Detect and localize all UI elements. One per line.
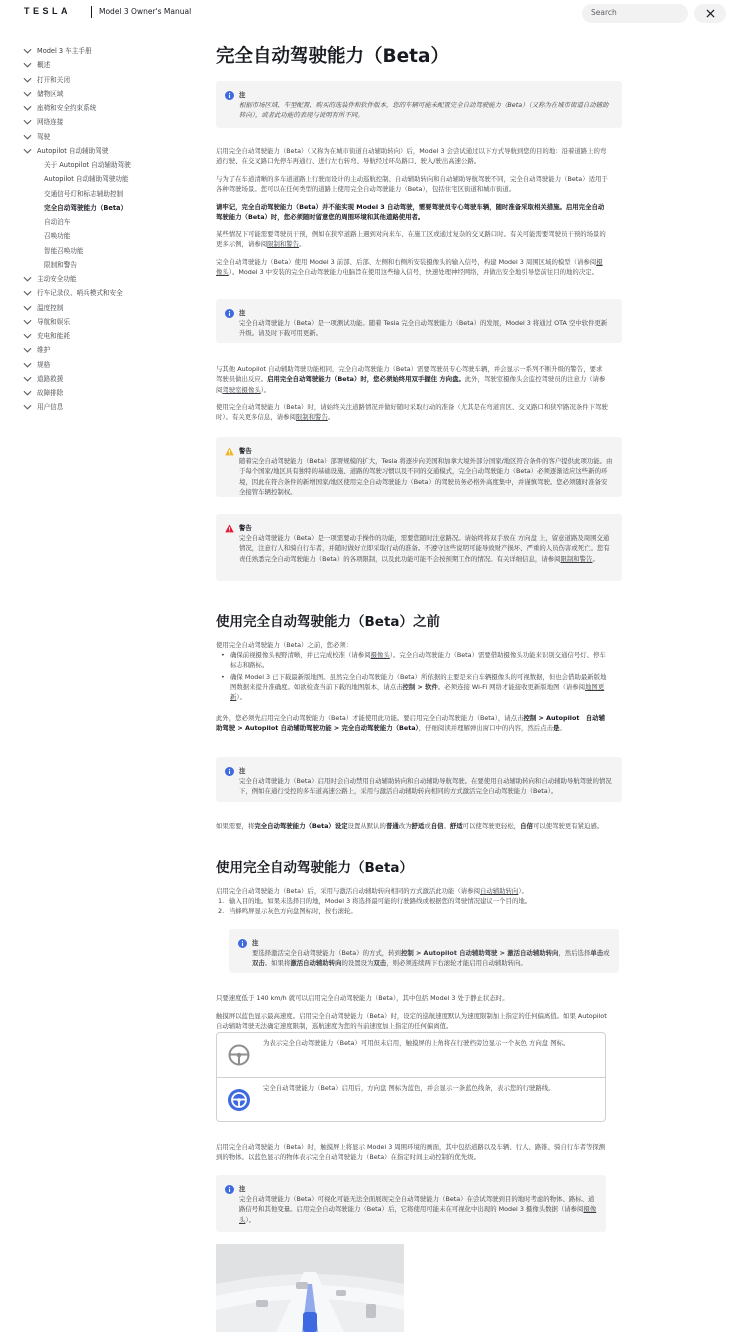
chevron-down-icon[interactable] xyxy=(23,318,32,326)
info-icon xyxy=(225,91,234,100)
sidebar-item[interactable] xyxy=(22,329,202,343)
sidebar-item[interactable] xyxy=(22,201,202,215)
sidebar-item[interactable] xyxy=(22,87,202,101)
chevron-down-icon[interactable] xyxy=(23,76,32,84)
sidebar-item-label: 主动安全功能 xyxy=(37,275,77,283)
sidebar-item[interactable] xyxy=(22,229,202,243)
sidebar-item-label: Autopilot 自动辅助驾驶功能 xyxy=(44,175,129,184)
sidebar-item-label: Model 3 车主手册 xyxy=(37,47,92,55)
paragraph: 只要速度低于 140 km/h 就可以启用完全自动驾驶能力（Beta），其中包括 Model 3 处于静止状态时。 xyxy=(216,994,509,1002)
link-limitations[interactable]: 限制和警告 xyxy=(560,554,593,563)
link-map-updates[interactable]: 地图更新 xyxy=(230,682,605,702)
note-text: 完全自动驾驶能力（Beta）启用时会自动禁用自动辅助转向和自动辅助导航驾驶。在要使用自动辅助转向和自动辅助导航驾驶的情况下，例如在通行受控的多车道高速公路上，采用与激活自动辅助转向相同的方式激活完全自动驾驶能力（Beta）。 xyxy=(239,777,612,796)
note-box xyxy=(229,929,619,973)
sidebar-item-label: 完全自动驾驶能力（Beta） xyxy=(44,203,128,212)
note-label: 注 xyxy=(252,939,259,947)
sidebar-item-label: 储物区域 xyxy=(37,89,64,98)
paragraph: 与其他 Autopilot 自动辅助驾驶功能相同，完全自动驾驶能力（Beta）需要驾驶员专心驾驶车辆，并会显示一系列不断升级的警告，要求驾驶员做出反应。启用完全自动驾驶能力（Beta）时，您必须始终用双手握住 方向盘。此外，驾驶室摄像头会监控驾驶员的注意力（请参阅驾驶室摄像头）。 xyxy=(216,365,606,394)
paragraph: 启用完全自动驾驶能力（Beta）时，触摸屏上将显示 Model 3 周围环境的画面，其中包括道路以及车辆、行人、路锥、骑自行车者等探测到的物体。以蓝色显示的物体表示完全自动驾驶能力（Beta）在指定时间主动控制的优先级。 xyxy=(216,1143,606,1162)
link-cameras[interactable]: 摄像头 xyxy=(216,258,603,277)
chevron-down-icon[interactable] xyxy=(23,403,32,411)
warning-text: 随着完全自动驾驶能力（Beta）部署规模的扩大，Tesla 将逐步向美国和加拿大境外部分国家/地区符合条件的客户提供此项功能。由于每个国家/地区具有独特的基础设施、道路的驾驶习惯以及不同的交通模式，完全自动驾驶能力（Beta）必须逐渐适应这些新的环境，因此在符合条件的新增国家/地区使用完全自动驾驶能力（Beta）的驾驶员务必格外高度集中，并谨慎驾驶。您必须随时准备安全接管车辆控制权。 xyxy=(239,457,613,496)
sidebar-nav xyxy=(22,44,202,415)
chevron-down-icon[interactable] xyxy=(23,147,32,155)
steps-list xyxy=(216,896,608,917)
info-icon xyxy=(238,939,247,948)
sidebar-item[interactable] xyxy=(22,272,202,286)
paragraph: 触摸屏以蓝色显示最高速度。启用完全自动驾驶能力（Beta）时，设定的巡航速度默认为速度限制加上指定的任何偏离值。如果 Autopilot 自动辅助驾驶无法确定速度限制，巡航速度为您的当前速度加上指定的任何偏离值。 xyxy=(216,1012,607,1031)
icon-table xyxy=(216,1032,606,1122)
sidebar-item[interactable] xyxy=(22,400,202,414)
sidebar-item[interactable] xyxy=(22,258,202,272)
visualization-image xyxy=(216,1244,404,1332)
sidebar-item-label: 网络连接 xyxy=(37,118,64,127)
search-placeholder: Search xyxy=(591,8,617,17)
sidebar-item[interactable] xyxy=(22,144,202,158)
chevron-down-icon[interactable] xyxy=(23,104,32,112)
close-button[interactable] xyxy=(694,4,726,23)
sidebar-item[interactable] xyxy=(22,115,202,129)
sidebar-item-label: 限制和警告 xyxy=(44,260,77,269)
link-limitations[interactable]: 限制和警告 xyxy=(267,240,300,249)
paragraph-emphasis: 请牢记，完全自动驾驶能力（Beta）并不能实现 Model 3 自动驾驶，需要驾驶员专心驾驶车辆，随时准备采取相关措施。启用完全自动驾驶能力（Beta）时，您必须随时留意您的周围环境和其他道路使用者。 xyxy=(216,203,605,222)
sidebar-item[interactable] xyxy=(22,372,202,386)
note-text: 根据市场区域、车型配置、购买的选装件和软件版本，您的车辆可能未配置完全自动驾驶能力（Beta）（又称为在城市街道自动辅助转向），或者此功能的表现与说明有所不同。 xyxy=(239,101,609,120)
chevron-down-icon[interactable] xyxy=(23,133,32,141)
sidebar-item[interactable] xyxy=(22,158,202,172)
sidebar-item[interactable] xyxy=(22,58,202,72)
paragraph: 如果需要，将完全自动驾驶能力（Beta）设定设置从默认的普通改为舒适或自信。舒适可以使驾驶更轻松，自信可以使驾驶更有紧迫感。 xyxy=(216,822,604,830)
sidebar-item-label: 自动泊车 xyxy=(44,218,71,226)
tesla-logo[interactable]: TESLA xyxy=(24,6,72,16)
paragraph: 启用完全自动驾驶能力（Beta）后，采用与激活自动辅助转向相同的方式激活此功能（请参阅自动辅助转向）。 xyxy=(216,887,528,895)
note-text: 完全自动驾驶能力（Beta）是一项测试功能。随着 Tesla 完全自动驾驶能力（Beta）的发展，Model 3 将通过 OTA 空中软件更新升级。请及时下载可用更新。 xyxy=(239,319,608,338)
sidebar-item-label: 行车记录仪、哨兵模式和安全 xyxy=(37,289,123,298)
sidebar-item-label: 打开和关闭 xyxy=(37,75,70,84)
chevron-down-icon[interactable] xyxy=(23,90,32,98)
sidebar-item[interactable] xyxy=(22,130,202,144)
table-cell: 完全自动驾驶能力（Beta）启用后，方向盘 图标为蓝色，并会显示一条蓝色线条，表示您的行驶路线。 xyxy=(263,1084,555,1092)
sidebar-item[interactable] xyxy=(22,172,202,186)
paragraph: 此外，您必须先启用完全自动驾驶能力（Beta）才能使用此功能。要启用完全自动驾驶能力（Beta），请点击控制 > Autopilot 自动辅助驾驶 > Autopilot 自动辅助驾驶功能 > 完全自动驾驶能力（Beta），仔细阅读并理解弹出窗口中的内容，然后点击是。 xyxy=(216,714,605,733)
search-input[interactable] xyxy=(582,4,688,23)
sidebar-item-label: 导航和娱乐 xyxy=(37,317,70,326)
warning-icon xyxy=(225,524,234,533)
link-autosteer[interactable]: 自动辅助转向 xyxy=(479,887,519,895)
info-icon xyxy=(225,1185,234,1194)
warning-label: 警告 xyxy=(239,447,252,455)
link-limitations[interactable]: 限制和警告 xyxy=(295,413,328,422)
steering-wheel-blue-icon xyxy=(228,1089,250,1111)
sidebar-item[interactable] xyxy=(22,301,202,315)
chevron-down-icon[interactable] xyxy=(23,118,32,126)
warning-box xyxy=(216,437,622,497)
sidebar-item-label: 座椅和安全约束系统 xyxy=(37,104,97,112)
sidebar-item-label: 道路救援 xyxy=(37,374,64,383)
note-box xyxy=(216,81,622,128)
note-text: 完全自动驾驶能力（Beta）可视化可能无法全面展现完全自动驾驶能力（Beta）在尝试驾驶到目的地时考虑的物体、路标、道路信号和其他变量。启用完全自动驾驶能力（Beta）后，它将使用可能未在可视化中出现的 Model 3 摄像头数据（请参阅摄像头）。 xyxy=(239,1195,597,1224)
close-icon xyxy=(706,9,715,18)
table-row xyxy=(217,1078,605,1122)
sidebar-item-label: Autopilot 自动辅助驾驶 xyxy=(37,146,109,155)
sidebar-item[interactable] xyxy=(22,286,202,300)
note-box xyxy=(216,299,622,343)
paragraph: 使用完全自动驾驶能力（Beta）之前，您必须： xyxy=(216,641,353,649)
manual-title[interactable]: Model 3 Owner's Manual xyxy=(99,7,192,16)
note-label: 注 xyxy=(239,1185,246,1193)
chevron-down-icon[interactable] xyxy=(23,289,32,297)
fsd-visualization-illustration xyxy=(216,1244,404,1332)
link-cabin-camera[interactable]: 驾驶室摄像头 xyxy=(222,385,261,394)
table-cell: 为表示完全自动驾驶能力（Beta）可用但未启用，触摸屏的上角将在行驶档旁边显示一个灰色 方向盘 图标。 xyxy=(263,1039,570,1047)
info-icon xyxy=(225,767,234,776)
paragraph: 与为了在车道清晰的多车道道路上行驶而设计的主动巡航控制、自动辅助转向和自动辅助导航驾驶不同，完全自动驾驶能力（Beta）适用于各种驾驶场景。您可以在任何类型的道路上使用完全自动驾驶能力（Beta），包括住宅区街道和城市街道。 xyxy=(216,175,608,194)
sidebar-item[interactable] xyxy=(22,315,202,329)
warning-icon xyxy=(225,447,234,456)
sidebar-item-label: 充电和能耗 xyxy=(37,332,70,340)
sidebar-item-label: 驾驶 xyxy=(37,132,51,141)
sidebar-item-label: 概述 xyxy=(37,61,51,70)
chevron-down-icon[interactable] xyxy=(23,389,32,397)
chevron-down-icon[interactable] xyxy=(23,61,32,69)
chevron-down-icon[interactable] xyxy=(23,346,32,354)
sidebar-item[interactable] xyxy=(22,73,202,87)
link-cameras[interactable]: 摄像头 xyxy=(239,1205,597,1224)
note-label: 注 xyxy=(239,91,246,99)
list-item: 2. 当蜂鸣屏显示灰色方向盘图标时，按右滚轮。 xyxy=(218,907,357,916)
sidebar-item[interactable] xyxy=(22,358,202,372)
sidebar-item-label: 故障排除 xyxy=(37,389,64,397)
list-item: • 确保前视摄像头视野清晰，并已完成校准（请参阅摄像头）。完全自动驾驶能力（Beta）需要借助摄像头功能来识别交通信号灯、停车标志和路标。 xyxy=(216,650,608,671)
sidebar-item[interactable] xyxy=(22,386,202,400)
logo-divider xyxy=(91,6,92,18)
section-heading: 使用完全自动驾驶能力（Beta）之前 xyxy=(216,614,441,630)
info-icon xyxy=(225,309,234,318)
sidebar-item[interactable] xyxy=(22,215,202,229)
note-text: 要选择激活完全自动驾驶能力（Beta）的方式，转到控制 > Autopilot 自动辅助驾驶 > 激活自动辅助转向，然后选择单击或双击。如果将激活自动辅助转向的设置设为双击，则必须连续两下右滚轮才能启用自动辅助转向。 xyxy=(252,949,610,968)
chevron-down-icon[interactable] xyxy=(23,332,32,340)
chevron-down-icon[interactable] xyxy=(23,304,32,312)
sidebar-item-label: 关于 Autopilot 自动辅助驾驶 xyxy=(44,161,131,169)
note-label: 注 xyxy=(239,767,246,775)
list-item: 1. 输入目的地。如果未选择目的地，Model 3 将选择最可能的行驶路线或根据您的驾驶情况建议一个目的地。 xyxy=(218,897,532,905)
requirements-list xyxy=(216,650,608,703)
paragraph: 使用完全自动驾驶能力（Beta）时，请始终关注道路情况并做好随时采取行动的准备（尤其是在弯道盲区、交叉路口和狭窄路况条件下驾驶时）。有关更多信息，请参阅限制和警告。 xyxy=(216,403,608,422)
warning-text: 完全自动驾驶能力（Beta）是一项需要动手操作的功能，需要您随时注意路况。请始终将双手放在 方向盘 上，留意道路及周围交通情况，注意行人和骑自行车者，并随时做好立即采取行动的准备。不遵守这些说明可能导致财产损坏、严重的人员伤害或死亡。您有责任熟悉完全自动驾驶能力（Beta）的各项限制，以及此功能可能不会按预期工作的情况。有关详细信息，请参阅限制和警告。 xyxy=(239,534,610,563)
sidebar-item-label: 温度控制 xyxy=(37,303,64,312)
top-bar xyxy=(0,0,744,28)
steering-wheel-gray-icon xyxy=(228,1044,250,1066)
warning-label: 警告 xyxy=(239,524,252,532)
sidebar-item[interactable] xyxy=(22,101,202,115)
list-item: • 确保 Model 3 已下载最新版地图。虽然完全自动驾驶能力（Beta）所依据的主要是来自车辆摄像头的可视数据，但也会借助最新版地图数据来提升准确度。如欲检查当前下载的地图版本，请点击控制 > 软件。必须连接 Wi-Fi 网络才能接收更新版地图（请参阅地图更新）。 xyxy=(216,672,608,703)
paragraph: 启用完全自动驾驶能力（Beta）（又称为在城市街道自动辅助转向）后，Model 3 会尝试通过以下方式导航到您的目的地：沿着道路上的弯道行驶、在交叉路口先停车再通行、进行左右转弯、导航经过环岛路口、驶入/驶出高速公路。 xyxy=(216,147,607,166)
note-label: 注 xyxy=(239,309,246,317)
note-box xyxy=(216,757,622,802)
sidebar-item[interactable] xyxy=(22,44,202,58)
note-box xyxy=(216,1175,606,1232)
chevron-down-icon[interactable] xyxy=(23,47,32,55)
chevron-down-icon[interactable] xyxy=(23,275,32,283)
paragraph: 某些情况下可能需要驾驶员干预，例如在狭窄道路上遇到对向来车、在施工区或通过复杂的交叉路口时。有关可能需要驾驶员干预的场景的更多示例，请参阅限制和警告。 xyxy=(216,230,606,249)
sidebar-item[interactable] xyxy=(22,343,202,357)
sidebar-item-label: 规格 xyxy=(37,360,51,369)
sidebar-item-label: 维护 xyxy=(37,346,51,355)
table-row xyxy=(217,1033,605,1078)
sidebar-item-label: 用户信息 xyxy=(37,403,64,412)
section-heading: 使用完全自动驾驶能力（Beta） xyxy=(216,860,414,876)
sidebar-item-label: 智能召唤功能 xyxy=(44,246,84,255)
sidebar-item[interactable] xyxy=(22,187,202,201)
page-title: 完全自动驾驶能力（Beta） xyxy=(216,46,449,67)
sidebar-item-label: 召唤功能 xyxy=(44,232,71,241)
warning-box xyxy=(216,514,622,581)
chevron-down-icon[interactable] xyxy=(23,361,32,369)
link-cameras[interactable]: 摄像头 xyxy=(370,651,390,659)
chevron-down-icon[interactable] xyxy=(23,375,32,383)
sidebar-item-label: 交通信号灯和标志辅助控制 xyxy=(44,189,124,198)
paragraph: 完全自动驾驶能力（Beta）使用 Model 3 前部、后部、左侧和右侧所安装摄像头的输入信号，构建 Model 3 周围区域的模型（请参阅摄像头）。Model 3 中安装的完全自动驾驶能力电脑旨在使用这些输入信号，快速处理神经网络，并做出安全地引导您前往目的地的决定。 xyxy=(216,258,603,277)
sidebar-item[interactable] xyxy=(22,244,202,258)
